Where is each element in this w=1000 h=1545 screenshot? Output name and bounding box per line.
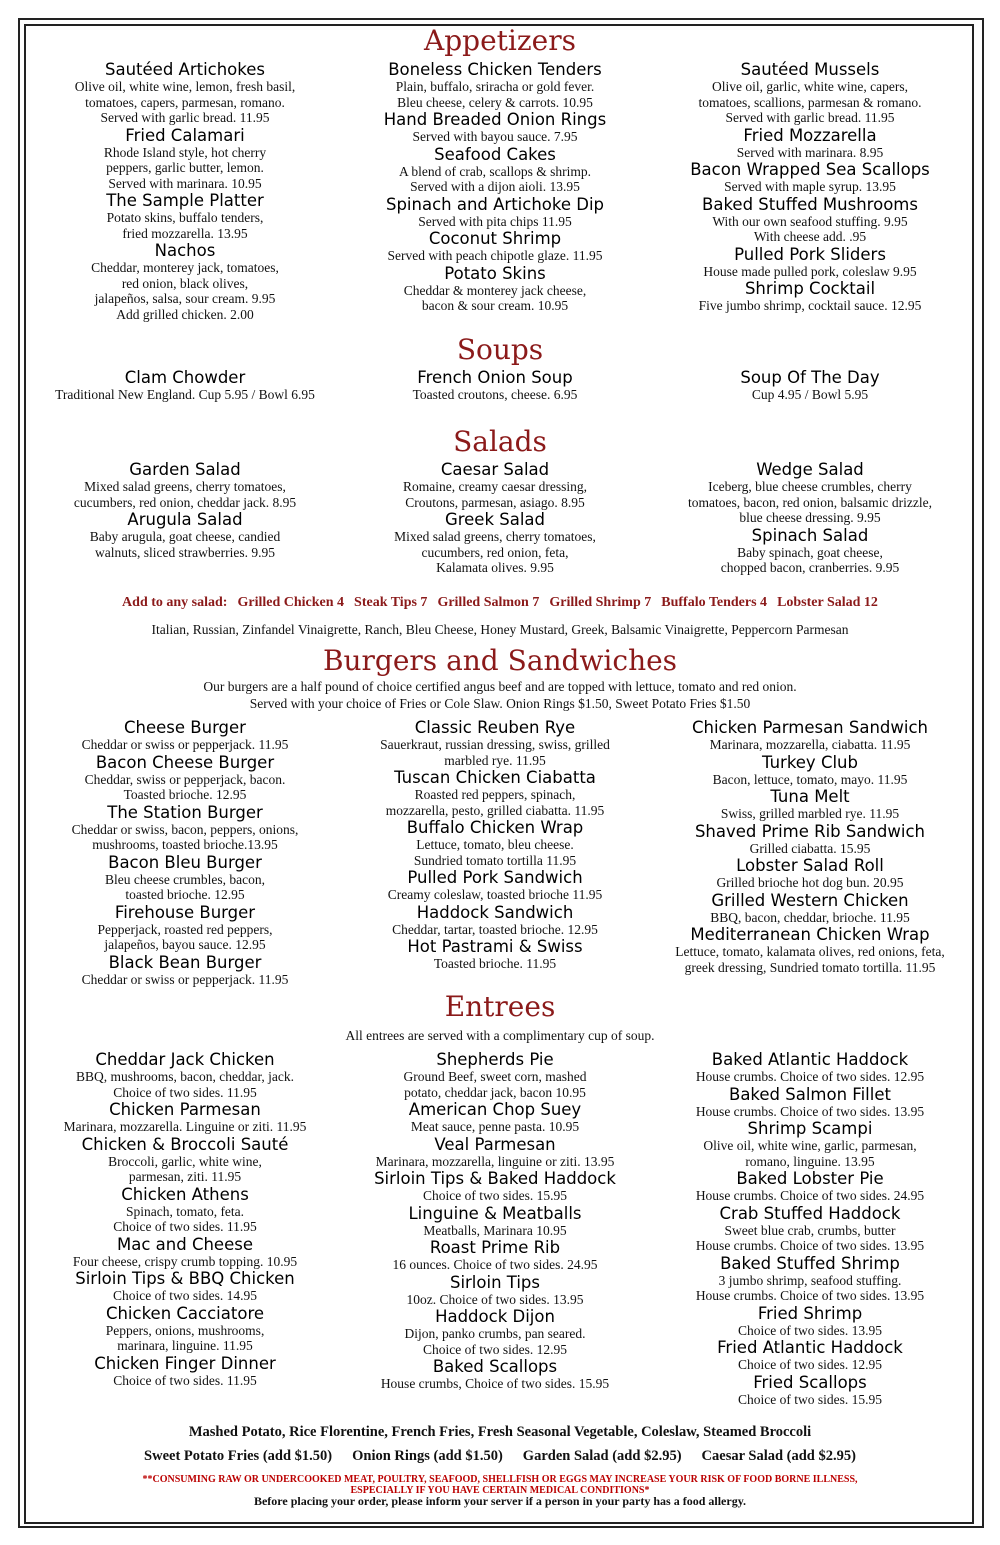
menu-item-name: The Sample Platter xyxy=(106,191,264,210)
salad-addon: Steak Tips 7 xyxy=(354,595,428,610)
menu-item-name: Sirloin Tips xyxy=(449,1272,541,1292)
menu-item xyxy=(650,195,970,245)
menu-item xyxy=(650,787,970,822)
menu-item-description: Pepperjack, roasted red peppers, xyxy=(97,921,273,937)
menu-item-description: Lettuce, tomato, bleu cheese. xyxy=(416,837,574,852)
menu-item xyxy=(30,1235,340,1270)
menu-item-description: blue cheese dressing. 9.95 xyxy=(739,510,881,525)
section-title-entrees: Entrees xyxy=(444,990,556,1023)
menu-item-description: greek dressing, Sundried tomato tortilla. 11.95 xyxy=(684,959,936,975)
menu-item xyxy=(340,195,650,230)
menu-item-description: cucumbers, red onion, feta, xyxy=(421,544,569,560)
menu-item-name: Baked Stuffed Shrimp xyxy=(720,1253,900,1273)
menu-item-name: American Chop Suey xyxy=(408,1100,582,1119)
allergy-notice: Before placing your order, please inform your server if a person in your party has a food allergy. xyxy=(253,1494,747,1508)
menu-item xyxy=(340,1238,650,1273)
menu-item xyxy=(340,903,650,938)
menu-item-name: Seafood Cakes xyxy=(434,144,556,164)
menu-item-description: Choice of two sides. 15.95 xyxy=(423,1188,567,1203)
menu-item xyxy=(30,191,340,241)
menu-item xyxy=(30,853,340,903)
menu-item-name: Baked Scallops xyxy=(432,1357,558,1376)
menu-item-description: tomatoes, scallions, parmesan & romano. xyxy=(698,94,922,110)
menu-item-name: Bacon Bleu Burger xyxy=(108,852,262,872)
menu-item-description: Grilled brioche hot dog bun. 20.95 xyxy=(716,875,904,890)
menu-item-description: Choice of two sides. 11.95 xyxy=(113,1372,257,1388)
entrees-col-1 xyxy=(30,1050,340,1407)
menu-item-name: Turkey Club xyxy=(762,752,858,772)
menu-item-description: Traditional New England. Cup 5.95 / Bowl 6.95 xyxy=(55,387,315,402)
menu-item xyxy=(650,1373,970,1408)
menu-item-name: Potato Skins xyxy=(444,263,546,283)
menu-item-description: Served with garlic bread. 11.95 xyxy=(725,110,895,125)
menu-item-name: Cheese Burger xyxy=(124,718,246,737)
menu-item-name: Caesar Salad xyxy=(440,460,550,479)
side-extra: Garden Salad (add $2.95) xyxy=(522,1448,682,1464)
menu-item-name: Classic Reuben Rye xyxy=(414,718,576,737)
menu-item xyxy=(650,1304,970,1339)
menu-item-description: Sweet blue crab, crumbs, butter xyxy=(724,1222,896,1238)
menu-item xyxy=(30,241,340,322)
menu-item-description: Choice of two sides. 11.95 xyxy=(113,1219,257,1234)
menu-item-description: BBQ, mushrooms, bacon, cheddar, jack. xyxy=(75,1069,295,1084)
menu-item-description: mushrooms, toasted brioche.13.95 xyxy=(92,837,278,852)
menu-item xyxy=(340,1357,650,1392)
menu-item-description: Toasted croutons, cheese. 6.95 xyxy=(412,387,578,402)
salads-col-3 xyxy=(650,460,970,576)
menu-item-name: Chicken Athens xyxy=(121,1184,249,1204)
menu-item-description: chopped bacon, cranberries. 9.95 xyxy=(720,560,900,575)
menu-item-description: toasted brioche. 12.95 xyxy=(125,887,245,902)
menu-item-description: Cheddar, monterey jack, tomatoes, xyxy=(91,260,279,275)
menu-item-description: House crumbs. Choice of two sides. 13.95 xyxy=(695,1103,925,1119)
menu-item-description: Kalamata olives. 9.95 xyxy=(436,560,554,575)
menu-item-description: bacon & sour cream. 10.95 xyxy=(421,298,569,313)
appetizers-col-1 xyxy=(30,60,340,322)
menu-item-description: Served with marinara. 10.95 xyxy=(108,175,262,191)
menu-item-description: Spinach, tomato, feta. xyxy=(125,1203,245,1219)
menu-item-description: Choice of two sides. 14.95 xyxy=(113,1288,257,1303)
menu-item-description: Served with garlic bread. 11.95 xyxy=(100,110,270,125)
menu-item-description: Choice of two sides. 13.95 xyxy=(738,1322,882,1338)
menu-item xyxy=(30,1135,340,1185)
menu-item-description: Served with bayou sauce. 7.95 xyxy=(412,129,578,144)
menu-item xyxy=(650,1254,970,1304)
menu-item xyxy=(340,1307,650,1357)
menu-item xyxy=(30,903,340,953)
menu-item-name: Sautéed Mussels xyxy=(740,60,880,79)
menu-item-description: House crumbs. Choice of two sides. 12.95 xyxy=(695,1069,925,1084)
burgers-intro-1: Our burgers are a half pound of choice certified angus beef and are topped with lettuce, tomato and red onion. xyxy=(203,679,797,694)
menu-item-description: peppers, garlic butter, lemon. xyxy=(106,160,264,175)
menu-item xyxy=(340,510,650,576)
menu-item xyxy=(30,1304,340,1354)
menu-item-description: Bleu cheese crumbles, bacon, xyxy=(104,871,266,887)
menu-item-name: Bacon Cheese Burger xyxy=(95,752,275,772)
menu-item-name: Shaved Prime Rib Sandwich xyxy=(694,821,926,841)
menu-item-description: Grilled ciabatta. 15.95 xyxy=(749,840,871,856)
menu-item xyxy=(340,145,650,195)
menu-item-name: Haddock Sandwich xyxy=(416,902,574,922)
menu-item-name: Shepherds Pie xyxy=(436,1050,554,1069)
menu-item-description: Baby spinach, goat cheese, xyxy=(737,544,883,560)
menu-item-description: Sauerkraut, russian dressing, swiss, grilled xyxy=(380,737,610,752)
menu-item-description: Meat sauce, penne pasta. 10.95 xyxy=(410,1119,580,1134)
menu-item-name: Fried Shrimp xyxy=(757,1303,863,1323)
menu-item xyxy=(30,368,340,403)
appetizers-columns xyxy=(30,60,970,322)
salad-addon: Grilled Shrimp 7 xyxy=(549,595,652,610)
menu-item-description: jalapeños, salsa, sour cream. 9.95 xyxy=(94,291,276,306)
menu-item-name: Veal Parmesan xyxy=(434,1134,556,1154)
menu-item-description: 10oz. Choice of two sides. 13.95 xyxy=(406,1291,584,1307)
salad-addon: Lobster Salad 12 xyxy=(777,595,878,610)
salad-addons xyxy=(20,595,980,611)
menu-item xyxy=(650,1169,970,1204)
menu-item-name: Fried Calamari xyxy=(125,125,245,145)
entrees-col-3 xyxy=(650,1050,970,1407)
soups-columns xyxy=(30,368,970,403)
menu-item-description: Peppers, onions, mushrooms, xyxy=(105,1322,265,1338)
menu-item-name: Baked Stuffed Mushrooms xyxy=(702,194,918,214)
menu-item-description: Served with marinara. 8.95 xyxy=(736,144,884,160)
menu-item xyxy=(340,718,650,768)
menu-item-name: Fried Atlantic Haddock xyxy=(717,1338,903,1357)
menu-item-description: Five jumbo shrimp, cocktail sauce. 12.95 xyxy=(698,298,922,313)
menu-item-description: Potato skins, buffalo tenders, xyxy=(106,210,264,225)
menu-item-description: jalapeños, bayou sauce. 12.95 xyxy=(104,937,266,952)
menu-item-description: Olive oil, white wine, lemon, fresh basil, xyxy=(74,79,296,94)
menu-item xyxy=(340,937,650,972)
menu-item xyxy=(340,868,650,903)
menu-item-name: Boneless Chicken Tenders xyxy=(388,60,602,79)
salad-dressings: Italian, Russian, Zinfandel Vinaigrette, Ranch, Bleu Cheese, Honey Mustard, Greek, Balsamic Vinaigrette, Peppercorn Parmesan xyxy=(151,622,849,637)
menu-item-description: walnuts, sliced strawberries. 9.95 xyxy=(95,544,275,560)
menu-item-name: Hot Pastrami & Swiss xyxy=(407,937,583,956)
menu-item-description: Plain, buffalo, sriracha or gold fever. xyxy=(395,79,595,94)
menu-item-description: Sundried tomato tortilla 11.95 xyxy=(413,852,577,868)
menu-item xyxy=(30,126,340,192)
menu-item-name: The Station Burger xyxy=(107,802,263,822)
menu-item-description: marinara, linguine. 11.95 xyxy=(117,1338,253,1353)
menu-item-description: House crumbs. Choice of two sides. 13.95 xyxy=(695,1288,925,1303)
menu-item-description: Iceberg, blue cheese crumbles, cherry xyxy=(708,479,912,494)
menu-item-description: Mixed salad greens, cherry tomatoes, xyxy=(84,479,286,494)
menu-item-description: Meatballs, Marinara 10.95 xyxy=(423,1222,567,1238)
menu-item xyxy=(340,110,650,145)
salad-addon: Grilled Chicken 4 xyxy=(237,595,345,610)
menu-item-name: Shrimp Cocktail xyxy=(744,279,876,298)
side-extra: Onion Rings (add $1.50) xyxy=(352,1448,503,1464)
food-safety-warning-1: **CONSUMING RAW OR UNDERCOOKED MEAT, POULTRY, SEAFOOD, SHELLFISH OR EGGS MAY INCREASE YOUR RISK OF FOOD BORNE ILLNESS, xyxy=(142,1474,858,1485)
menu-item xyxy=(650,526,970,576)
burgers-intro-2: Served with your choice of Fries or Cole Slaw. Onion Rings $1.50, Sweet Potato Fries $1.50 xyxy=(249,696,751,711)
menu-item-description: Romaine, creamy caesar dressing, xyxy=(402,479,588,494)
food-safety-warning-2: ESPECIALLY IF YOU HAVE CERTAIN MEDICAL CONDITIONS* xyxy=(350,1485,650,1496)
section-title-salads: Salads xyxy=(453,425,547,458)
menu-item-name: Grilled Western Chicken xyxy=(711,890,909,910)
menu-item xyxy=(650,1119,970,1169)
menu-item-name: Clam Chowder xyxy=(124,368,246,387)
menu-item xyxy=(340,460,650,510)
menu-item-description: parmesan, ziti. 11.95 xyxy=(128,1169,242,1184)
section-title-soups: Soups xyxy=(456,333,544,366)
soups-col-3 xyxy=(650,368,970,403)
menu-item-name: Baked Salmon Fillet xyxy=(729,1084,891,1104)
menu-item-description: 3 jumbo shrimp, seafood stuffing. xyxy=(718,1272,902,1288)
menu-item-name: Coconut Shrimp xyxy=(428,229,562,248)
sides-list: Mashed Potato, Rice Florentine, French Fries, Fresh Seasonal Vegetable, Coleslaw, Steamed Broccoli xyxy=(188,1424,812,1440)
menu-item xyxy=(30,1050,340,1100)
salads-columns xyxy=(30,460,970,576)
menu-item xyxy=(650,279,970,314)
menu-item-description: Choice of two sides. 12.95 xyxy=(738,1357,882,1372)
menu-item-description: Served with pita chips 11.95 xyxy=(418,213,572,229)
entrees-intro: All entrees are served with a complimentary cup of soup. xyxy=(345,1028,655,1043)
menu-item-description: Broccoli, garlic, white wine, xyxy=(108,1153,262,1169)
menu-item-description: Add grilled chicken. 2.00 xyxy=(116,306,254,322)
entrees-col-2 xyxy=(340,1050,650,1407)
menu-item xyxy=(340,368,650,403)
menu-item-name: Nachos xyxy=(154,241,216,260)
menu-item xyxy=(650,160,970,195)
salad-addon: Buffalo Tenders 4 xyxy=(661,595,768,610)
menu-item-description: BBQ, bacon, cheddar, brioche. 11.95 xyxy=(710,909,910,925)
menu-item-description: mozzarella, pesto, grilled ciabatta. 11.95 xyxy=(385,802,605,818)
menu-item-name: Chicken Finger Dinner xyxy=(94,1353,276,1373)
menu-item-description: Choice of two sides. 15.95 xyxy=(738,1391,882,1407)
menu-item xyxy=(340,1100,650,1135)
menu-item-description: 16 ounces. Choice of two sides. 24.95 xyxy=(392,1257,598,1272)
menu-item-description: House crumbs, Choice of two sides. 15.95 xyxy=(380,1376,610,1391)
menu-item xyxy=(30,60,340,126)
menu-item-description: Ground Beef, sweet corn, mashed xyxy=(403,1069,587,1084)
menu-item-description: potato, cheddar jack, bacon 10.95 xyxy=(404,1084,586,1100)
menu-item-name: Haddock Dijon xyxy=(435,1307,555,1326)
menu-item-description: With our own seafood stuffing. 9.95 xyxy=(712,213,908,229)
menu-item xyxy=(340,1273,650,1308)
menu-item-name: Tuscan Chicken Ciabatta xyxy=(394,768,596,787)
side-extra: Caesar Salad (add $2.95) xyxy=(701,1448,856,1464)
menu-item-name: French Onion Soup xyxy=(417,368,573,387)
menu-item-name: Chicken Parmesan Sandwich xyxy=(691,718,929,737)
menu-item xyxy=(340,1050,650,1100)
menu-item-name: Pulled Pork Sandwich xyxy=(407,868,583,887)
menu-item-name: Spinach Salad xyxy=(751,525,869,545)
section-title-burgers: Burgers and Sandwiches xyxy=(322,644,678,677)
menu-item-name: Chicken Parmesan xyxy=(109,1100,261,1119)
menu-item-name: Bacon Wrapped Sea Scallops xyxy=(690,160,930,179)
menu-item-description: Choice of two sides. 12.95 xyxy=(423,1341,567,1357)
menu-item-description: Toasted brioche. 11.95 xyxy=(433,956,557,971)
menu-item-description: Served with a dijon aioli. 13.95 xyxy=(410,179,580,194)
salad-addon: Grilled Salmon 7 xyxy=(437,595,540,610)
menu-item-name: Shrimp Scampi xyxy=(747,1119,873,1138)
side-extra: Sweet Potato Fries (add $1.50) xyxy=(144,1448,333,1464)
menu-item xyxy=(30,1354,340,1389)
menu-item-description: With cheese add. .95 xyxy=(753,229,867,244)
menu-item-description: Mixed salad greens, cherry tomatoes, xyxy=(394,529,596,544)
menu-item-description: tomatoes, bacon, red onion, balsamic drizzle, xyxy=(687,494,933,510)
menu-item-name: Sautéed Artichokes xyxy=(105,60,265,79)
menu-item xyxy=(650,891,970,926)
menu-item-description: Roasted red peppers, spinach, xyxy=(414,787,576,802)
salad-addons-label: Add to any salad: xyxy=(122,595,228,610)
entrees-columns xyxy=(30,1050,970,1407)
menu-item xyxy=(650,460,970,526)
menu-item-description: Cheddar or swiss, bacon, peppers, onions, xyxy=(71,821,299,837)
menu-item-name: Spinach and Artichoke Dip xyxy=(385,194,605,214)
menu-item-description: Baby arugula, goat cheese, candied xyxy=(89,529,281,544)
menu-item-description: Cheddar or swiss or pepperjack. 11.95 xyxy=(81,971,289,987)
menu-item-description: cucumbers, red onion, cheddar jack. 8.95 xyxy=(73,494,297,510)
section-title-appetizers: Appetizers xyxy=(424,24,576,57)
menu-item-description: Bleu cheese, celery & carrots. 10.95 xyxy=(397,94,593,110)
menu-item xyxy=(650,1204,970,1254)
soups-col-1 xyxy=(30,368,340,403)
menu-item-description: Toasted brioche. 12.95 xyxy=(123,787,247,802)
menu-item-name: Firehouse Burger xyxy=(114,902,256,922)
menu-item-description: House crumbs. Choice of two sides. 13.95 xyxy=(695,1238,925,1253)
menu-item-name: Buffalo Chicken Wrap xyxy=(406,818,584,837)
menu-item-name: Sirloin Tips & BBQ Chicken xyxy=(75,1269,295,1288)
sides-extras xyxy=(20,1448,980,1465)
menu-item-name: Crab Stuffed Haddock xyxy=(719,1203,901,1223)
menu-item-description: romano, linguine. 13.95 xyxy=(745,1153,875,1169)
menu-item-description: Cheddar, swiss or pepperjack, bacon. xyxy=(84,771,286,787)
menu-item-description: Served with peach chipotle glaze. 11.95 xyxy=(387,248,603,263)
menu-item xyxy=(30,1185,340,1235)
menu-item-description: Marinara, mozzarella. Linguine or ziti. 11.95 xyxy=(63,1119,307,1134)
menu-item-description: Swiss, grilled marbled rye. 11.95 xyxy=(720,806,900,821)
menu-item-name: Arugula Salad xyxy=(127,510,243,529)
burgers-col-2 xyxy=(340,718,650,987)
menu-item-name: Cheddar Jack Chicken xyxy=(95,1050,275,1069)
menu-item-name: Sirloin Tips & Baked Haddock xyxy=(374,1169,616,1188)
menu-item-name: Pulled Pork Sliders xyxy=(734,244,886,264)
menu-item xyxy=(650,925,970,975)
menu-item-name: Lobster Salad Roll xyxy=(736,856,884,875)
menu-item-description: Olive oil, white wine, garlic, parmesan, xyxy=(703,1138,917,1153)
menu-item-name: Black Bean Burger xyxy=(108,952,262,972)
menu-item xyxy=(650,126,970,161)
menu-item-name: Tuna Melt xyxy=(770,787,850,806)
menu-item xyxy=(30,1100,340,1135)
menu-item-name: Hand Breaded Onion Rings xyxy=(383,110,607,129)
menu-item xyxy=(30,1269,340,1304)
salads-col-1 xyxy=(30,460,340,576)
menu-item-description: House crumbs. Choice of two sides. 24.95 xyxy=(695,1188,925,1203)
menu-item-name: Fried Scallops xyxy=(753,1372,867,1392)
menu-item-description: fried mozzarella. 13.95 xyxy=(122,225,248,241)
menu-item-name: Soup Of The Day xyxy=(740,368,880,387)
menu-item xyxy=(340,264,650,314)
menu-item xyxy=(650,856,970,891)
menu-item-name: Baked Lobster Pie xyxy=(736,1169,884,1188)
menu-item-description: red onion, black olives, xyxy=(121,275,249,291)
menu-item-name: Mac and Cheese xyxy=(117,1234,253,1254)
menu-item-description: Four cheese, crispy crumb topping. 10.95 xyxy=(72,1253,298,1269)
menu-item xyxy=(650,1050,970,1085)
menu-item xyxy=(650,60,970,126)
appetizers-col-2 xyxy=(340,60,650,322)
burgers-col-1 xyxy=(30,718,340,987)
salads-col-2 xyxy=(340,460,650,576)
menu-item xyxy=(30,953,340,988)
menu-item-description: Marinara, mozzarella, ciabatta. 11.95 xyxy=(709,737,911,752)
menu-item xyxy=(340,229,650,264)
menu-item-name: Wedge Salad xyxy=(756,460,864,479)
menu-item xyxy=(650,718,970,753)
menu-item xyxy=(650,753,970,788)
menu-item-name: Chicken Cacciatore xyxy=(105,1303,265,1323)
menu-item-name: Chicken & Broccoli Sauté xyxy=(81,1134,289,1154)
menu-item-description: Served with maple syrup. 13.95 xyxy=(724,179,896,194)
menu-item-description: Choice of two sides. 11.95 xyxy=(113,1084,257,1100)
menu-item-name: Baked Atlantic Haddock xyxy=(711,1050,909,1069)
soups-col-2 xyxy=(340,368,650,403)
menu-item xyxy=(650,245,970,280)
menu-item-description: Rhode Island style, hot cherry xyxy=(103,144,267,160)
menu-item xyxy=(340,1169,650,1204)
menu-item-name: Garden Salad xyxy=(129,460,241,479)
menu-item-name: Fried Mozzarella xyxy=(743,125,877,145)
menu-item-name: Greek Salad xyxy=(444,510,546,529)
menu-item-description: Cheddar, tartar, toasted brioche. 12.95 xyxy=(392,921,598,937)
menu-item-description: Dijon, panko crumbs, pan seared. xyxy=(404,1326,586,1341)
menu-item-description: tomatoes, capers, parmesan, romano. xyxy=(85,94,285,110)
menu-item xyxy=(30,510,340,560)
menu-item-name: Roast Prime Rib xyxy=(429,1238,561,1257)
menu-item-description: House made pulled pork, coleslaw 9.95 xyxy=(703,263,917,279)
menu-item-description: Cup 4.95 / Bowl 5.95 xyxy=(751,387,869,402)
burgers-columns xyxy=(30,718,970,987)
menu-item xyxy=(30,753,340,803)
menu-item-name: Linguine & Meatballs xyxy=(408,1203,582,1223)
menu-item-description: Bacon, lettuce, tomato, mayo. 11.95 xyxy=(712,771,908,787)
burgers-col-3 xyxy=(650,718,970,987)
menu-item-description: marbled rye. 11.95 xyxy=(444,752,546,768)
menu-item xyxy=(30,803,340,853)
menu-item xyxy=(340,1204,650,1239)
menu-item xyxy=(340,60,650,110)
menu-item-name: Mediterranean Chicken Wrap xyxy=(690,925,930,944)
menu-item-description: Cheddar & monterey jack cheese, xyxy=(403,282,587,298)
menu-item-description: Lettuce, tomato, kalamata olives, red onions, feta, xyxy=(675,944,945,959)
menu-item xyxy=(650,822,970,857)
menu-item xyxy=(30,718,340,753)
menu-item-description: Marinara, mozzarella, linguine or ziti. 13.95 xyxy=(375,1153,615,1169)
menu-item xyxy=(30,460,340,510)
menu-item-description: A blend of crab, scallops & shrimp. xyxy=(399,163,591,179)
menu-item-description: Croutons, parmesan, asiago. 8.95 xyxy=(405,494,585,510)
menu-item-description: Creamy coleslaw, toasted brioche 11.95 xyxy=(387,887,603,902)
menu-item xyxy=(650,1085,970,1120)
menu-item xyxy=(340,818,650,868)
menu-item-description: Cheddar or swiss or pepperjack. 11.95 xyxy=(81,737,289,752)
menu-item xyxy=(650,1338,970,1373)
menu-item xyxy=(340,768,650,818)
menu-item xyxy=(650,368,970,403)
appetizers-col-3 xyxy=(650,60,970,322)
menu-item-description: Olive oil, garlic, white wine, capers, xyxy=(711,79,909,94)
menu-item xyxy=(340,1135,650,1170)
